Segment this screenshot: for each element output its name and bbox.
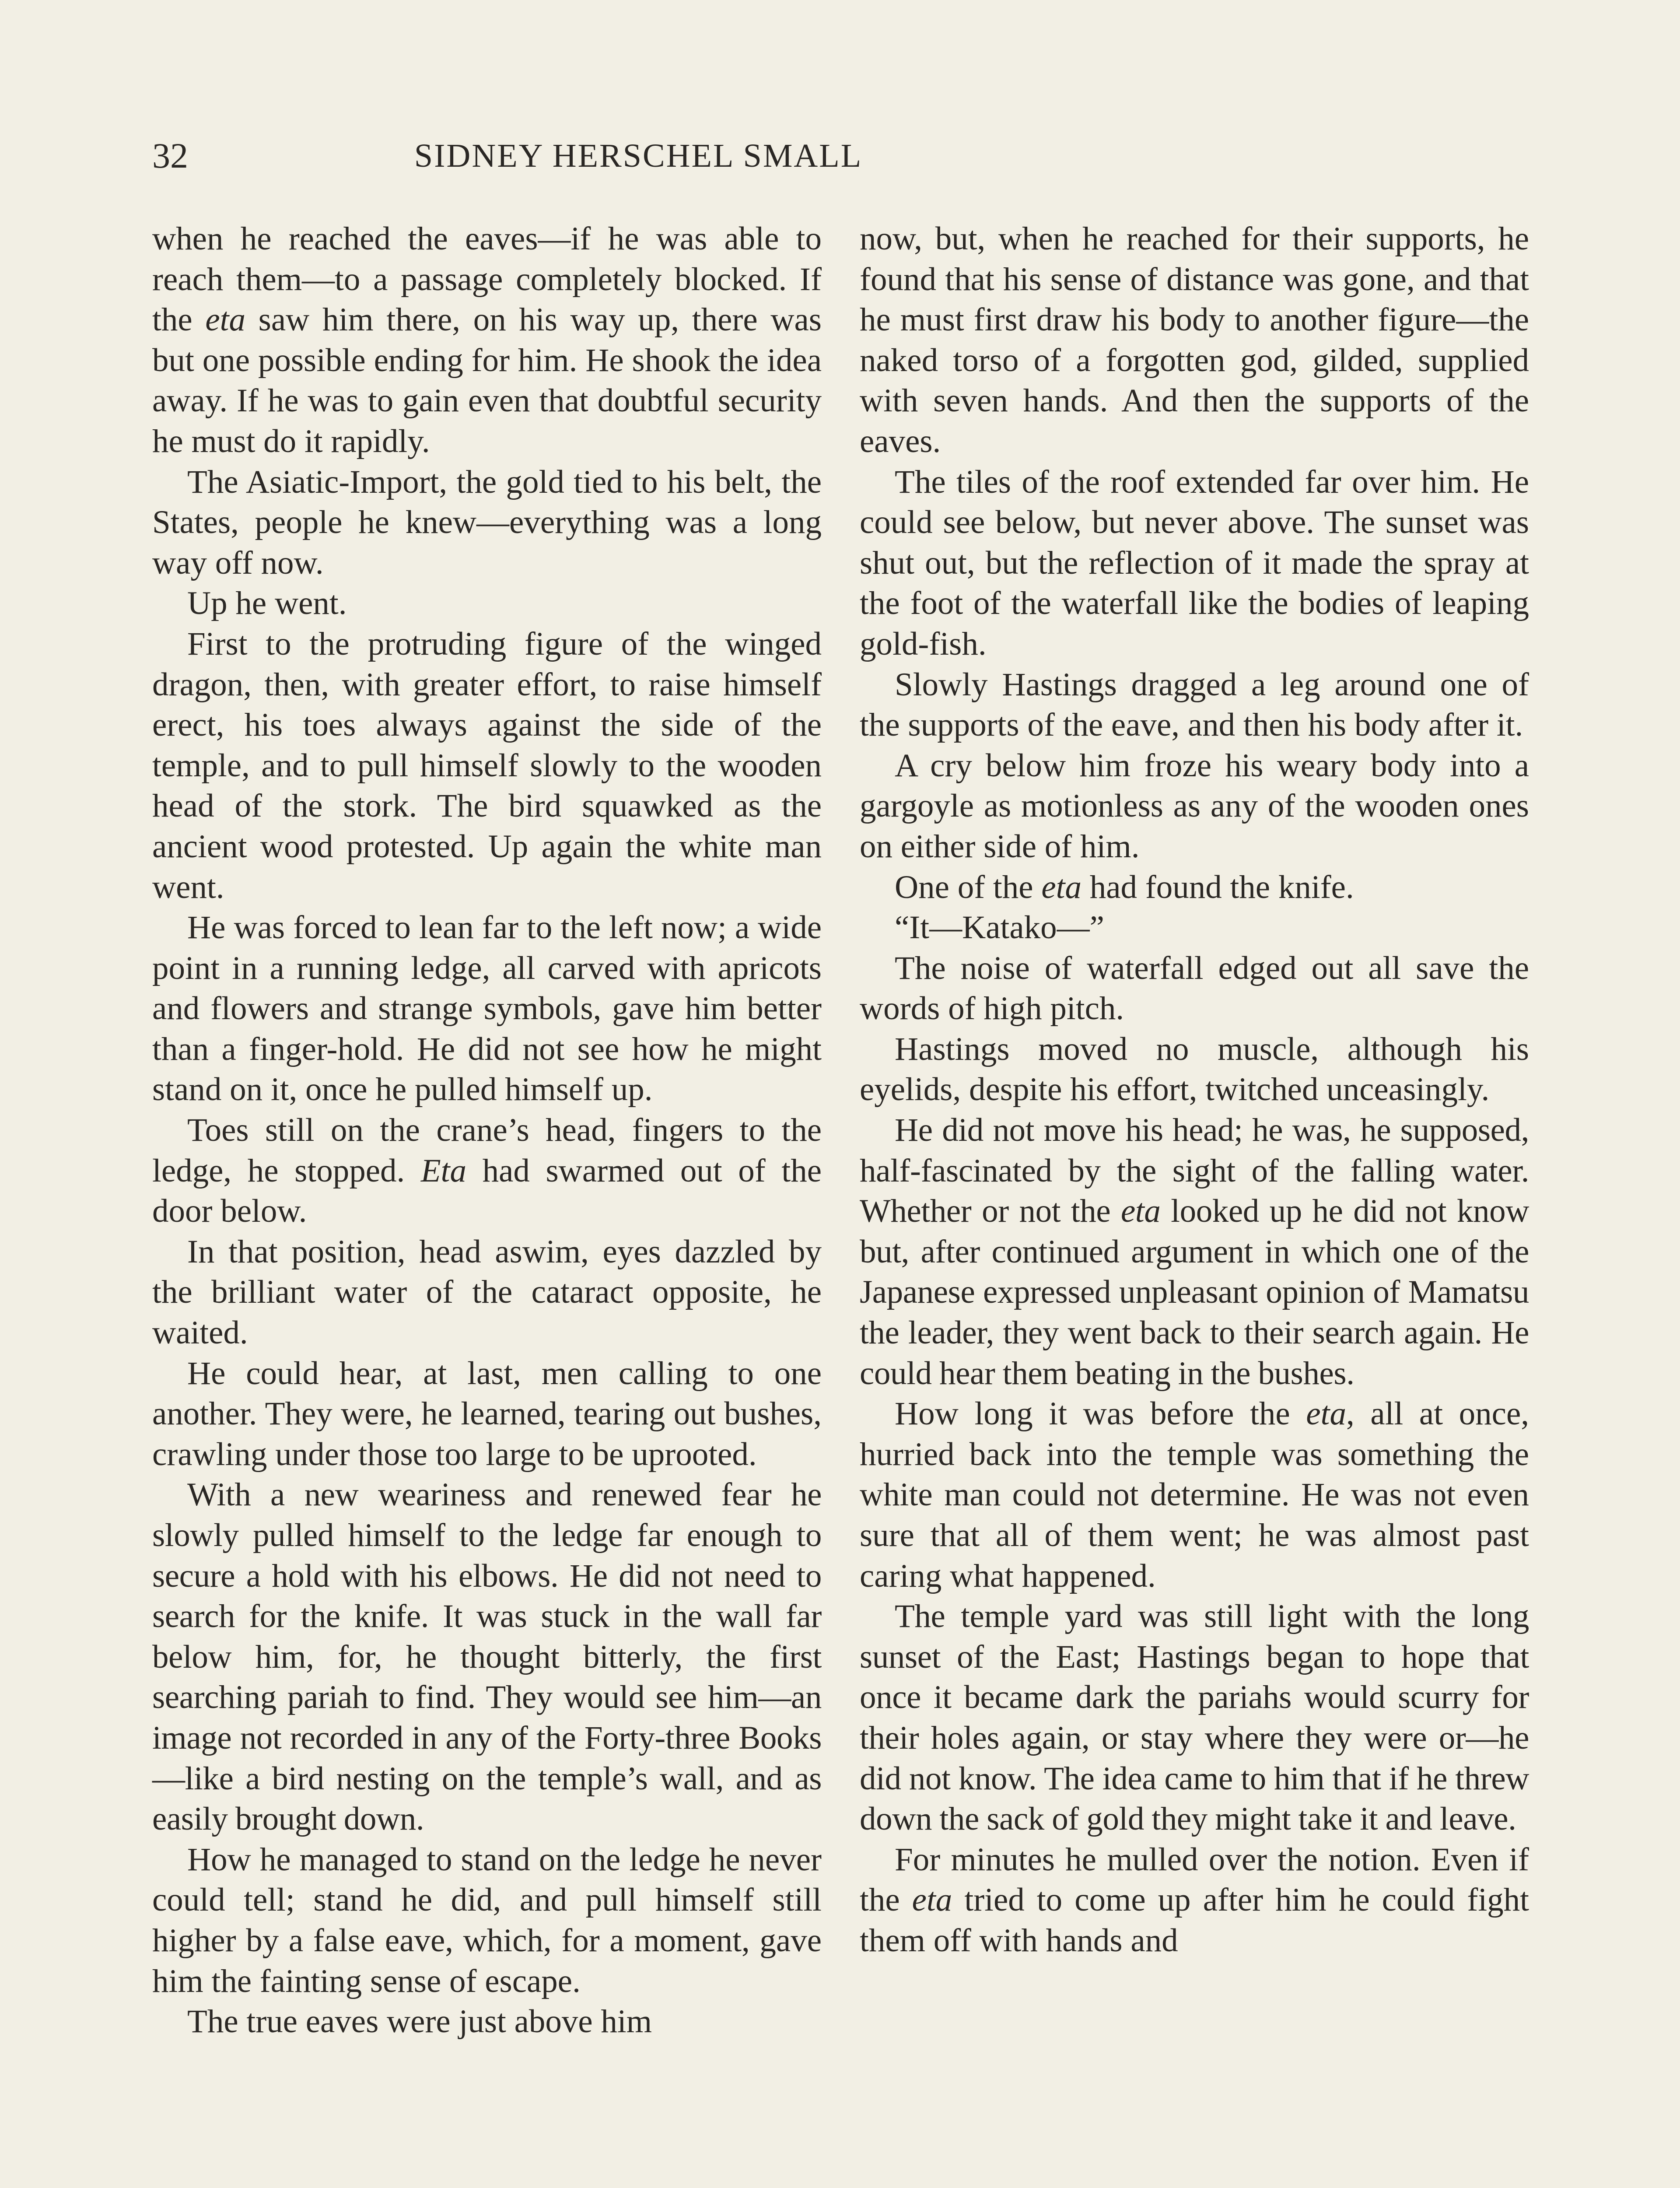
paragraph: “It—Katako—” [895, 909, 1104, 946]
paragraph: Toes still on the crane’s head, fingers to the ledge, he stopped. Eta had swarmed out of the door below. [152, 1112, 822, 1230]
paragraph: The noise of waterfall edged out all save the words of high pitch. [860, 950, 1529, 1027]
paragraph: The tiles of the roof extended far over him. He could see below, but never above. The sunset was shut out, but the reflection of it made the spray at the foot of the waterfall like the bodies of leaping gold-fish. [860, 463, 1529, 662]
paragraph: In that position, head aswim, eyes dazzled by the brilliant water of the cataract opposite, he waited. [152, 1233, 822, 1351]
paragraph: The temple yard was still light with the long sunset of the East; Hastings began to hope that once it became dark the pariahs would scurry for their holes again, or stay where they were or—he did not know. The idea came to him that if he threw down the sack of gold they might take it and leave. [860, 1598, 1529, 1837]
paragraph: now, but, when he reached for their supports, he found that his sense of distance was gone, and that he must first draw his body to another figure—the naked torso of a forgotten god, gilded, supplied with seven hands. And then the supports of the eaves. [860, 221, 1529, 459]
page-number: 32 [152, 136, 188, 175]
paragraph: The true eaves were just above him [187, 2003, 652, 2040]
paragraph: A cry below him froze his weary body into a gargoyle as motionless as any of the wooden ones on either side of him. [860, 747, 1529, 865]
paragraph: He could hear, at last, men calling to one another. They were, he learned, tearing out bushes, crawling under those too large to be uprooted. [152, 1355, 822, 1473]
paragraph: One of the eta had found the knife. [895, 869, 1354, 905]
running-head: SIDNEY HERSCHEL SMALL [414, 137, 863, 174]
paragraph: How he managed to stand on the ledge he never could tell; stand he did, and pull himself still higher by a false eave, which, for a moment, gave him the fainting sense of escape. [152, 1841, 822, 1999]
right-column [860, 219, 1529, 1961]
paragraph: How long it was before the eta, all at once, hurried back into the temple was something the white man could not determine. He was not even sure that all of them went; he was almost past caring what happened. [860, 1396, 1529, 1594]
paragraph: First to the protruding figure of the winged dragon, then, with greater effort, to raise himself erect, his toes always against the side of the temple, and to pull himself slowly to the wooden head of the stork. The bird squawked as the ancient wood protested. Up again the white man went. [152, 625, 822, 905]
paragraph: With a new weariness and renewed fear he slowly pulled himself to the ledge far enough to secure a hold with his elbows. He did not need to search for the knife. It was stuck in the wall far below him, for, he thought bitterly, the first searching pariah to find. They would see him—an image not recorded in any of the Forty-three Books—like a bird nesting on the temple’s wall, and as easily brought down. [152, 1476, 822, 1837]
paragraph: For minutes he mulled over the notion. Even if the eta tried to come up after him he could fight them off with hands and [860, 1841, 1529, 1959]
paragraph: The Asiatic-Import, the gold tied to his belt, the States, people he knew—everything was a long way off now. [152, 463, 822, 581]
paragraph: Slowly Hastings dragged a leg around one of the supports of the eave, and then his body after it. [860, 666, 1529, 743]
left-column [152, 219, 822, 2042]
paragraph: He was forced to lean far to the left now; a wide point in a running ledge, all carved with apricots and flowers and strange symbols, gave him better than a finger-hold. He did not see how he might stand on it, once he pulled himself up. [152, 909, 822, 1108]
paragraph: Up he went. [187, 585, 347, 622]
paragraph: Hastings moved no muscle, although his eyelids, despite his effort, twitched unceasingly. [860, 1031, 1529, 1108]
paragraph: He did not move his head; he was, he supposed, half-fascinated by the sight of the falling water. Whether or not the eta looked up he did not know but, after continued argument in which one of the Japanese expressed unpleasant opinion of Mamatsu the leader, they went back to their search again. He could hear them beating in the bushes. [860, 1112, 1529, 1392]
page-header [152, 130, 1124, 182]
paragraph: when he reached the eaves—if he was able to reach them—to a passage completely blocked. If the eta saw him there, on his way up, there was but one possible ending for him. He shook the idea away. If he was to gain even that doubtful security he must do it rapidly. [152, 221, 822, 459]
